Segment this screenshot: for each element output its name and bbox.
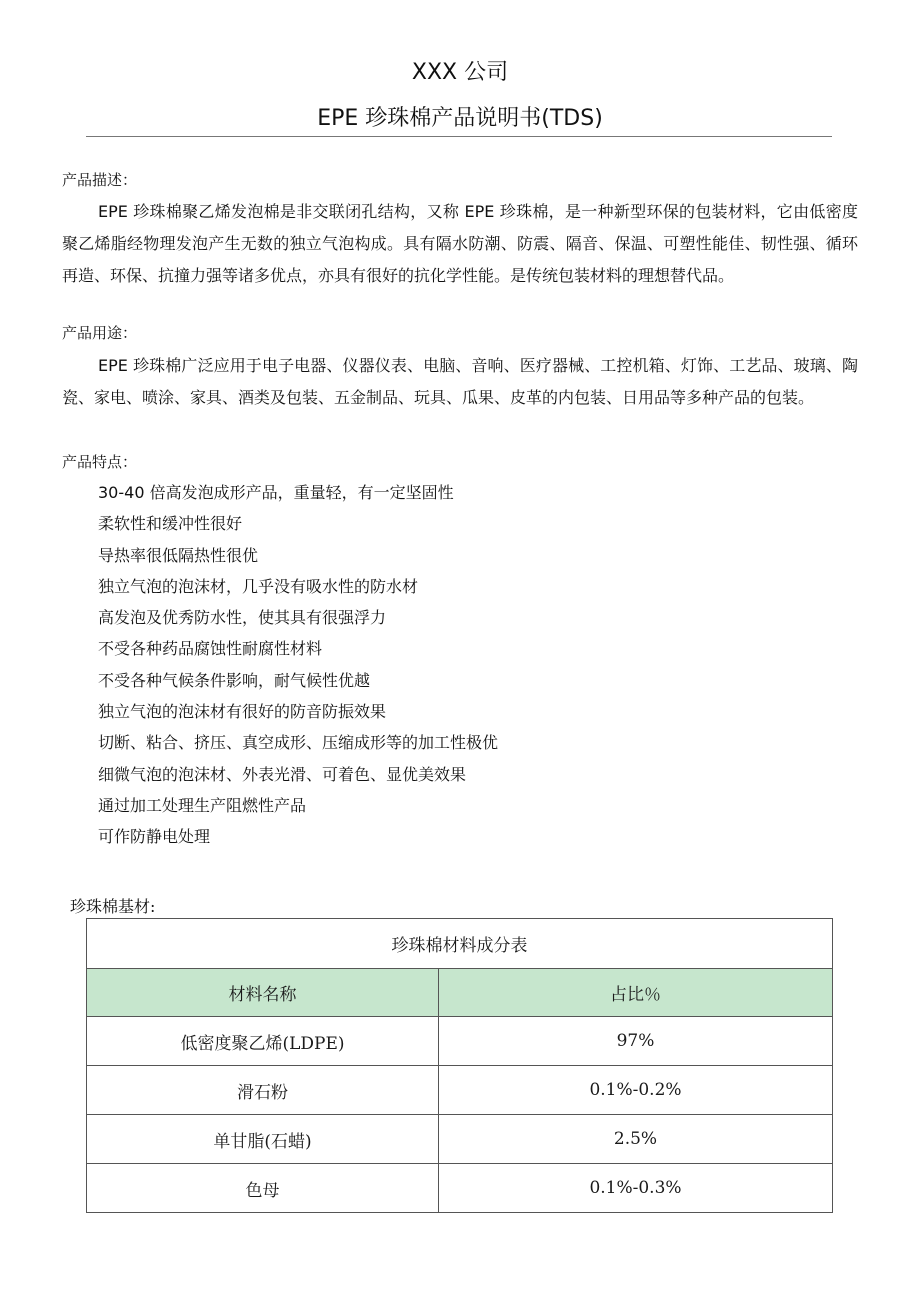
feature-list (98, 477, 498, 853)
feature-item: 通过加工处理生产阻燃性产品 (98, 795, 307, 815)
composition-table (86, 918, 833, 1213)
description-paragraph: EPE 珍珠棉聚乙烯发泡棉是非交联闭孔结构，又称 EPE 珍珠棉，是一种新型环保的包装材料，它由低密度聚乙烯脂经物理发泡产生无数的独立气泡构成。具有隔水防潮、防震、隔音、保温、可塑性能佳、韧性强、循环再造、环保、抗撞力强等诸多优点，亦具有很好的抗化学性能。是传统包装材料的理想替代品。 (62, 202, 858, 285)
table-header-row (87, 969, 833, 1017)
feature-item: 切断、粘合、挤压、真空成形、压缩成形等的加工性极优 (98, 733, 499, 753)
table-title-row (87, 919, 833, 969)
material-name-cell: 单甘脂(石蜡) (87, 1115, 439, 1164)
material-name-cell: 色母 (87, 1164, 439, 1213)
percentage-cell: 0.1%-0.3% (439, 1164, 833, 1213)
feature-item: 柔软性和缓冲性很好 (98, 514, 243, 534)
feature-item: 高发泡及优秀防水性，使其具有很强浮力 (98, 608, 387, 628)
usage-paragraph: EPE 珍珠棉广泛应用于电子电器、仪器仪表、电脑、音响、医疗器械、工控机箱、灯饰、工艺品、玻璃、陶瓷、家电、喷涂、家具、酒类及包装、五金制品、玩具、瓜果、皮革的内包装、日用品等多种产品的包装。 (62, 356, 858, 407)
material-name-cell: 滑石粉 (87, 1066, 439, 1115)
table-title: 珍珠棉材料成分表 (87, 919, 833, 969)
table-row (87, 1017, 833, 1066)
feature-item: 可作防静电处理 (98, 827, 211, 847)
company-name: XXX 公司 (411, 60, 509, 85)
header-percentage: 占比％ (439, 969, 833, 1017)
features-label: 产品特点： (62, 453, 138, 471)
feature-item: 不受各种药品腐蚀性耐腐性材料 (98, 639, 323, 659)
material-name-cell: 低密度聚乙烯(LDPE) (87, 1017, 439, 1066)
table-row (87, 1066, 833, 1115)
table-row (87, 1115, 833, 1164)
table-row (87, 1164, 833, 1213)
feature-item: 细微气泡的泡沫材、外表光滑、可着色、显优美效果 (98, 764, 467, 784)
title-divider (86, 136, 832, 137)
percentage-cell: 2.5% (439, 1115, 833, 1164)
percentage-cell: 97% (439, 1017, 833, 1066)
percentage-cell: 0.1%-0.2% (439, 1066, 833, 1115)
feature-item: 独立气泡的泡沫材有很好的防音防振效果 (98, 702, 387, 722)
table-caption: 珍珠棉基材: (70, 897, 156, 916)
feature-item: 30-40 倍高发泡成形产品，重量轻，有一定坚固性 (98, 483, 454, 502)
feature-item: 独立气泡的泡沫材，几乎没有吸水性的防水材 (98, 576, 419, 596)
usage-label: 产品用途： (62, 324, 138, 342)
document-title: EPE 珍珠棉产品说明书(TDS) (317, 106, 603, 131)
feature-item: 不受各种气候条件影响，耐气候性优越 (98, 670, 371, 690)
description-label: 产品描述： (62, 171, 138, 189)
feature-item: 导热率很低隔热性很优 (98, 545, 259, 565)
header-material-name: 材料名称 (87, 969, 439, 1017)
